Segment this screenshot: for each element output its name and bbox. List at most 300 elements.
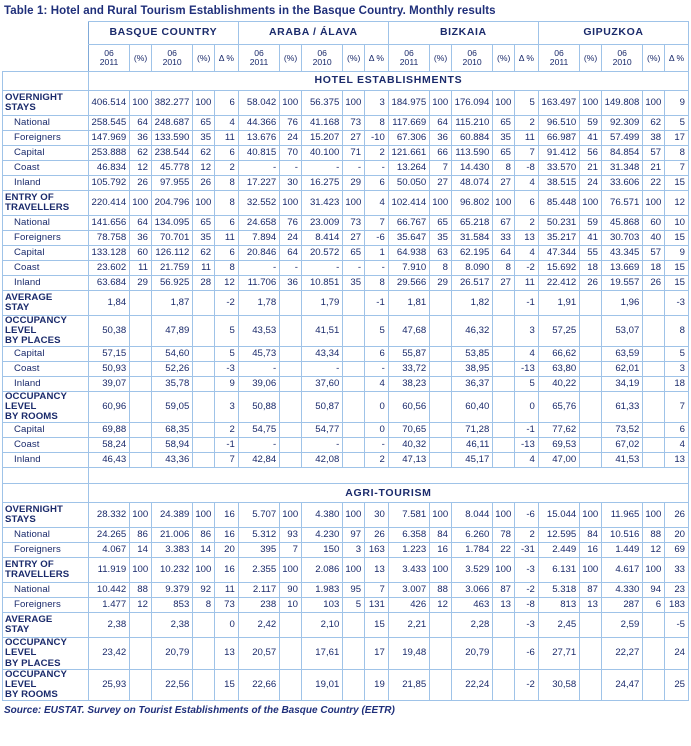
- data-cell: [493, 291, 515, 316]
- data-cell: 36: [130, 231, 152, 246]
- data-cell: 100: [193, 91, 215, 116]
- data-cell: 9.379: [151, 583, 192, 598]
- data-cell: 13: [515, 231, 539, 246]
- data-cell: 113.590: [451, 146, 492, 161]
- data-cell: 100: [343, 91, 365, 116]
- table-row: [3, 503, 689, 528]
- data-cell: [493, 347, 515, 362]
- data-cell: [643, 423, 665, 438]
- data-cell: 12: [130, 598, 152, 613]
- data-cell: -5: [665, 613, 689, 638]
- data-cell: 5: [365, 316, 389, 347]
- data-cell: 26: [643, 276, 665, 291]
- data-cell: 11: [515, 131, 539, 146]
- data-cell: 14: [193, 543, 215, 558]
- data-cell: 2: [515, 528, 539, 543]
- data-cell: 24,47: [601, 669, 642, 700]
- data-cell: 103: [301, 598, 342, 613]
- data-cell: 97.955: [151, 176, 192, 191]
- data-cell: 2: [365, 453, 389, 468]
- data-cell: 117.669: [388, 116, 429, 131]
- data-cell: 23.602: [88, 261, 129, 276]
- data-cell: 100: [430, 558, 452, 583]
- data-cell: 1,87: [151, 291, 192, 316]
- data-cell: 50.050: [388, 176, 429, 191]
- data-cell: -3: [515, 558, 539, 583]
- data-cell: [493, 438, 515, 453]
- data-cell: 100: [493, 91, 515, 116]
- data-cell: [343, 453, 365, 468]
- data-cell: 66.767: [388, 216, 429, 231]
- data-cell: [493, 453, 515, 468]
- row-label-occupancy-level-by-rooms: OCCUPANCY LEVEL BY ROOMS: [3, 669, 89, 700]
- col-header-percent-2011-3: (%): [580, 45, 602, 72]
- data-cell: 62,01: [601, 362, 642, 377]
- data-cell: 2,38: [88, 613, 129, 638]
- row-label-coast: Coast: [3, 261, 89, 276]
- data-cell: -13: [515, 362, 539, 377]
- tourism-statistics-table: [2, 21, 689, 701]
- source-note: Source: EUSTAT. Survey on Tourist Establishments of the Basque Country (EETR): [4, 704, 395, 716]
- data-cell: 87: [493, 583, 515, 598]
- data-cell: 33.606: [601, 176, 642, 191]
- data-cell: 66.987: [538, 131, 579, 146]
- data-cell: 15.692: [538, 261, 579, 276]
- data-cell: 70.701: [151, 231, 192, 246]
- data-cell: [280, 362, 302, 377]
- data-cell: 53,07: [601, 316, 642, 347]
- data-cell: 14.430: [451, 161, 492, 176]
- row-label-foreigners: Foreigners: [3, 543, 89, 558]
- data-cell: [130, 669, 152, 700]
- data-cell: 105.792: [88, 176, 129, 191]
- data-cell: 8: [665, 316, 689, 347]
- data-cell: 426: [388, 598, 429, 613]
- data-cell: 35: [493, 131, 515, 146]
- table-row: [3, 191, 689, 216]
- data-cell: 8: [365, 116, 389, 131]
- data-cell: 60: [130, 246, 152, 261]
- data-cell: 2,45: [538, 613, 579, 638]
- data-cell: 20,79: [151, 638, 192, 669]
- data-cell: 46.834: [88, 161, 129, 176]
- data-cell: [643, 613, 665, 638]
- data-cell: [130, 438, 152, 453]
- data-cell: 141.656: [88, 216, 129, 231]
- data-cell: 76: [280, 116, 302, 131]
- row-label-foreigners: Foreigners: [3, 131, 89, 146]
- data-cell: 131: [365, 598, 389, 613]
- data-cell: [430, 347, 452, 362]
- table-row: [3, 583, 689, 598]
- data-cell: 100: [343, 191, 365, 216]
- data-cell: 76.571: [601, 191, 642, 216]
- data-cell: 100: [343, 503, 365, 528]
- data-cell: 84: [580, 528, 602, 543]
- data-cell: 2,10: [301, 613, 342, 638]
- data-cell: [643, 291, 665, 316]
- data-cell: 121.661: [388, 146, 429, 161]
- data-cell: 88: [130, 583, 152, 598]
- data-cell: 24.389: [151, 503, 192, 528]
- data-cell: 36: [430, 131, 452, 146]
- data-cell: [643, 438, 665, 453]
- data-cell: 64: [130, 116, 152, 131]
- data-cell: 1,84: [88, 291, 129, 316]
- data-cell: 5.707: [238, 503, 279, 528]
- data-cell: 134.095: [151, 216, 192, 231]
- data-cell: 4: [515, 246, 539, 261]
- data-cell: 13.669: [601, 261, 642, 276]
- data-cell: 6: [665, 423, 689, 438]
- data-cell: 54,60: [151, 347, 192, 362]
- row-label-overnight-stays: OVERNIGHT STAYS: [3, 91, 89, 116]
- data-cell: 0: [215, 613, 239, 638]
- data-cell: 59: [580, 216, 602, 231]
- data-cell: 66,62: [538, 347, 579, 362]
- data-cell: 21: [643, 161, 665, 176]
- data-cell: [643, 362, 665, 377]
- col-header-percent-2011-0: (%): [130, 45, 152, 72]
- data-cell: -1: [215, 438, 239, 453]
- data-cell: 50,38: [88, 316, 129, 347]
- data-cell: 7: [365, 583, 389, 598]
- data-cell: 27: [493, 176, 515, 191]
- data-cell: 65: [193, 116, 215, 131]
- table-row: [3, 291, 689, 316]
- data-cell: [343, 291, 365, 316]
- data-cell: 5: [665, 347, 689, 362]
- row-label-entry-of-travellers: ENTRY OF TRAVELLERS: [3, 191, 89, 216]
- data-cell: 35: [193, 131, 215, 146]
- data-cell: [280, 638, 302, 669]
- data-cell: 163.497: [538, 91, 579, 116]
- data-cell: 33: [493, 231, 515, 246]
- data-cell: 15: [665, 231, 689, 246]
- data-cell: 12.595: [538, 528, 579, 543]
- data-cell: 31.348: [601, 161, 642, 176]
- data-cell: 813: [538, 598, 579, 613]
- data-cell: [643, 392, 665, 423]
- data-cell: 27: [343, 231, 365, 246]
- data-cell: 57,25: [538, 316, 579, 347]
- data-cell: [430, 291, 452, 316]
- data-cell: 2,42: [238, 613, 279, 638]
- data-cell: 4: [215, 116, 239, 131]
- data-cell: 12: [130, 161, 152, 176]
- data-cell: 95: [343, 583, 365, 598]
- table-row: [3, 598, 689, 613]
- data-cell: 54,75: [238, 423, 279, 438]
- data-cell: [643, 453, 665, 468]
- data-cell: 5: [343, 598, 365, 613]
- data-cell: 39,06: [238, 377, 279, 392]
- data-cell: -6: [515, 638, 539, 669]
- data-cell: 47,68: [388, 316, 429, 347]
- data-cell: 13: [665, 453, 689, 468]
- row-label-national: National: [3, 116, 89, 131]
- data-cell: 46,43: [88, 453, 129, 468]
- data-cell: 44.366: [238, 116, 279, 131]
- data-cell: 53,85: [451, 347, 492, 362]
- data-cell: 62: [643, 116, 665, 131]
- data-cell: [280, 291, 302, 316]
- data-cell: 24: [580, 176, 602, 191]
- col-header-delta-percent-2: Δ %: [515, 45, 539, 72]
- data-cell: 100: [493, 503, 515, 528]
- data-cell: -: [365, 261, 389, 276]
- data-cell: 3.383: [151, 543, 192, 558]
- data-cell: 7: [280, 543, 302, 558]
- data-cell: -2: [215, 291, 239, 316]
- data-cell: 149.808: [601, 91, 642, 116]
- data-cell: [580, 613, 602, 638]
- data-cell: 37,60: [301, 377, 342, 392]
- col-header-percent-2011-1: (%): [280, 45, 302, 72]
- data-cell: 4: [515, 453, 539, 468]
- section-band-row: [3, 72, 689, 91]
- data-cell: -: [343, 161, 365, 176]
- data-cell: 68,35: [151, 423, 192, 438]
- section-title-agri-tourism: AGRI-TOURISM: [88, 484, 688, 503]
- data-cell: 43.345: [601, 246, 642, 261]
- data-cell: 258.545: [88, 116, 129, 131]
- data-cell: [430, 423, 452, 438]
- data-cell: 59,05: [151, 392, 192, 423]
- data-cell: 57,15: [88, 347, 129, 362]
- data-cell: 50,87: [301, 392, 342, 423]
- data-cell: 6: [515, 191, 539, 216]
- data-cell: 30: [280, 176, 302, 191]
- data-cell: 100: [493, 191, 515, 216]
- data-cell: [280, 423, 302, 438]
- col-header-delta-percent-1: Δ %: [365, 45, 389, 72]
- data-cell: 5: [215, 316, 239, 347]
- data-cell: 65: [493, 116, 515, 131]
- data-cell: 11: [215, 583, 239, 598]
- data-cell: 19,48: [388, 638, 429, 669]
- col-header-year-2010-2: 06 2010: [451, 45, 492, 72]
- data-cell: 100: [430, 191, 452, 216]
- row-label-national: National: [3, 216, 89, 231]
- data-cell: 13: [365, 558, 389, 583]
- data-cell: 11: [215, 231, 239, 246]
- data-cell: 3: [515, 316, 539, 347]
- data-cell: [643, 347, 665, 362]
- data-cell: 7: [365, 216, 389, 231]
- data-cell: 1.449: [601, 543, 642, 558]
- data-cell: -1: [515, 291, 539, 316]
- data-cell: 100: [643, 91, 665, 116]
- data-cell: 26.517: [451, 276, 492, 291]
- row-label-overnight-stays: OVERNIGHT STAYS: [3, 503, 89, 528]
- data-cell: 13: [493, 598, 515, 613]
- data-cell: 22,66: [238, 669, 279, 700]
- data-cell: [280, 453, 302, 468]
- data-cell: 73: [343, 216, 365, 231]
- data-cell: [193, 438, 215, 453]
- data-cell: [643, 316, 665, 347]
- data-cell: 100: [193, 191, 215, 216]
- data-cell: 183: [665, 598, 689, 613]
- data-cell: 5.318: [538, 583, 579, 598]
- data-cell: -: [301, 261, 342, 276]
- data-cell: 52,26: [151, 362, 192, 377]
- table-row: [3, 261, 689, 276]
- data-cell: 6: [215, 216, 239, 231]
- data-cell: 100: [280, 91, 302, 116]
- data-cell: 35: [343, 276, 365, 291]
- table-row: [3, 161, 689, 176]
- data-cell: 92: [193, 583, 215, 598]
- data-cell: -10: [365, 131, 389, 146]
- data-cell: 38.515: [538, 176, 579, 191]
- data-cell: 41,51: [301, 316, 342, 347]
- table-row: [3, 423, 689, 438]
- data-cell: [580, 316, 602, 347]
- data-cell: 8: [493, 161, 515, 176]
- data-cell: 100: [430, 503, 452, 528]
- region-header-araba-alava: ARABA / ÁLAVA: [238, 22, 388, 45]
- corner-cell-2: [3, 45, 89, 72]
- data-cell: 8: [665, 146, 689, 161]
- data-cell: 19,01: [301, 669, 342, 700]
- data-cell: 43,36: [151, 453, 192, 468]
- data-cell: 29: [130, 276, 152, 291]
- spacer-label-cell: [3, 468, 89, 484]
- data-cell: 5: [665, 116, 689, 131]
- data-cell: 40.815: [238, 146, 279, 161]
- data-cell: 11: [215, 131, 239, 146]
- data-cell: 100: [580, 503, 602, 528]
- data-cell: 21.006: [151, 528, 192, 543]
- data-cell: 29: [343, 176, 365, 191]
- data-cell: [343, 423, 365, 438]
- data-cell: 35: [430, 231, 452, 246]
- data-cell: 238.544: [151, 146, 192, 161]
- data-cell: 184.975: [388, 91, 429, 116]
- data-cell: [280, 347, 302, 362]
- data-cell: 47,13: [388, 453, 429, 468]
- region-header-basque-country: BASQUE COUNTRY: [88, 22, 238, 45]
- data-cell: 21.759: [151, 261, 192, 276]
- data-cell: 24.658: [238, 216, 279, 231]
- data-cell: 115.210: [451, 116, 492, 131]
- data-cell: -3: [515, 613, 539, 638]
- data-cell: 60.884: [451, 131, 492, 146]
- data-cell: 7.910: [388, 261, 429, 276]
- data-cell: -3: [665, 291, 689, 316]
- data-cell: 220.414: [88, 191, 129, 216]
- data-cell: 39,07: [88, 377, 129, 392]
- data-cell: 6: [215, 91, 239, 116]
- data-cell: 22,27: [601, 638, 642, 669]
- data-cell: [580, 669, 602, 700]
- data-cell: -: [365, 161, 389, 176]
- data-cell: 10.442: [88, 583, 129, 598]
- data-cell: 1: [365, 246, 389, 261]
- data-cell: 30.703: [601, 231, 642, 246]
- data-cell: 248.687: [151, 116, 192, 131]
- data-cell: 133.590: [151, 131, 192, 146]
- data-cell: -3: [215, 362, 239, 377]
- data-cell: 50,93: [88, 362, 129, 377]
- data-cell: 29: [430, 276, 452, 291]
- data-cell: 70,65: [388, 423, 429, 438]
- data-cell: 65: [430, 216, 452, 231]
- table-row: [3, 453, 689, 468]
- col-header-year-2011-3: 06 2011: [538, 45, 579, 72]
- row-label-coast: Coast: [3, 161, 89, 176]
- data-cell: [430, 613, 452, 638]
- data-cell: [580, 362, 602, 377]
- data-cell: 0: [365, 392, 389, 423]
- data-cell: 22: [643, 176, 665, 191]
- data-cell: [193, 347, 215, 362]
- row-label-occupancy-level-by-places: OCCUPANCY LEVEL BY PLACES: [3, 316, 89, 347]
- data-cell: -8: [515, 598, 539, 613]
- data-cell: [343, 377, 365, 392]
- data-cell: -: [301, 438, 342, 453]
- data-cell: 31.584: [451, 231, 492, 246]
- data-cell: 22,24: [451, 669, 492, 700]
- data-cell: 43,53: [238, 316, 279, 347]
- section-spacer-row: [3, 468, 689, 484]
- data-cell: 23: [665, 583, 689, 598]
- data-cell: 45,73: [238, 347, 279, 362]
- data-cell: 2: [215, 161, 239, 176]
- data-cell: 13: [215, 638, 239, 669]
- data-cell: 92.309: [601, 116, 642, 131]
- data-cell: [343, 669, 365, 700]
- data-cell: 150: [301, 543, 342, 558]
- row-label-inland: Inland: [3, 176, 89, 191]
- data-cell: 163: [365, 543, 389, 558]
- data-cell: 1,78: [238, 291, 279, 316]
- col-header-year-2011-2: 06 2011: [388, 45, 429, 72]
- data-cell: 38,95: [451, 362, 492, 377]
- data-cell: [193, 392, 215, 423]
- data-cell: 4: [515, 347, 539, 362]
- data-cell: [130, 291, 152, 316]
- data-cell: 1.983: [301, 583, 342, 598]
- data-cell: [580, 347, 602, 362]
- data-cell: 15.044: [538, 503, 579, 528]
- data-cell: 1,81: [388, 291, 429, 316]
- data-cell: 57.499: [601, 131, 642, 146]
- table-row: [3, 392, 689, 423]
- data-cell: 7: [665, 161, 689, 176]
- data-cell: 100: [280, 558, 302, 583]
- table-row: [3, 246, 689, 261]
- data-cell: 64: [430, 116, 452, 131]
- data-cell: 73: [215, 598, 239, 613]
- data-cell: 100: [193, 558, 215, 583]
- data-cell: [193, 453, 215, 468]
- data-cell: 61,33: [601, 392, 642, 423]
- row-label-capital: Capital: [3, 423, 89, 438]
- data-cell: 64.938: [388, 246, 429, 261]
- data-cell: [430, 316, 452, 347]
- data-cell: 7: [665, 392, 689, 423]
- data-cell: 8: [215, 191, 239, 216]
- section-band-row: [3, 484, 689, 503]
- data-cell: 2: [365, 146, 389, 161]
- data-cell: 70: [280, 146, 302, 161]
- data-cell: 28.332: [88, 503, 129, 528]
- data-cell: 65: [493, 146, 515, 161]
- data-cell: 16: [430, 543, 452, 558]
